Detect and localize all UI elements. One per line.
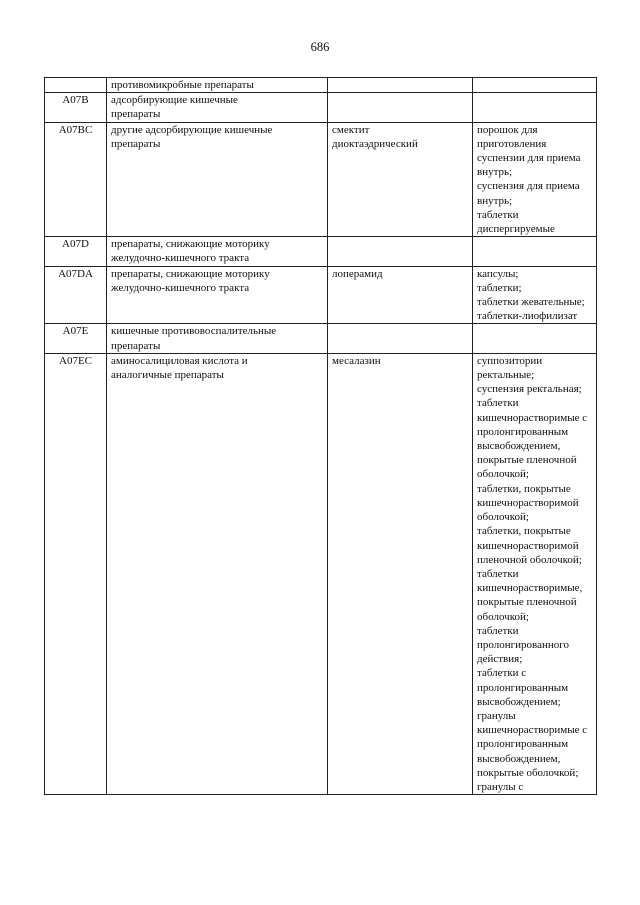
page-number: 686 <box>310 40 330 54</box>
group-name-cell <box>107 122 328 237</box>
atc-code-cell: A07EC <box>45 353 107 794</box>
dosage-form-line: суспензия для приема <box>477 180 580 193</box>
table-row <box>45 237 597 266</box>
group-name-line: аминосалициловая кислота и <box>111 354 248 367</box>
substance-cell <box>328 237 473 266</box>
table-row <box>45 93 597 122</box>
group-name-line: препараты, снижающие моторику <box>111 238 270 251</box>
group-name-line: кишечные противовоспалительные <box>111 325 277 338</box>
dosage-form-line: таблетки <box>477 624 519 637</box>
dosage-form-line: покрытые пленочной <box>477 596 577 609</box>
dosage-forms-cell <box>473 122 597 237</box>
substance-cell <box>328 93 473 122</box>
dosage-form-line: суспензия ректальная; <box>477 383 582 396</box>
dosage-form-line: действия; <box>477 653 523 666</box>
group-name-line: желудочно-кишечного тракта <box>111 252 250 265</box>
dosage-forms-cell <box>473 353 597 794</box>
dosage-forms-cell <box>473 324 597 353</box>
dosage-form-line: таблетки жевательные; <box>477 296 585 309</box>
substance-cell <box>328 353 473 794</box>
atc-code-cell: A07B <box>45 93 107 122</box>
substance-line: смектит <box>332 123 370 136</box>
group-name-cell <box>107 266 328 324</box>
dosage-forms-cell <box>473 237 597 266</box>
atc-code-cell: A07DA <box>45 266 107 324</box>
group-name-line: другие адсорбирующие кишечные <box>111 123 273 136</box>
dosage-form-line: кишечнорастворимой <box>477 539 579 552</box>
dosage-form-line: высвобождением, <box>477 752 561 765</box>
dosage-form-line: таблетки-лиофилизат <box>477 310 578 323</box>
dosage-form-line: приготовления <box>477 137 547 150</box>
substance-cell <box>328 122 473 237</box>
table-row <box>45 122 597 237</box>
substance-line: месалазин <box>332 354 381 367</box>
group-name-line: препараты <box>111 108 161 121</box>
table-row <box>45 78 597 93</box>
atc-code-cell: A07BC <box>45 122 107 237</box>
dosage-form-line: пленочной оболочкой; <box>477 553 582 566</box>
atc-code-cell: A07E <box>45 324 107 353</box>
group-name-line: адсорбирующие кишечные <box>111 94 238 107</box>
substance-cell <box>328 324 473 353</box>
group-name-line: препараты <box>111 339 161 352</box>
dosage-form-line: высвобождением; <box>477 695 561 708</box>
atc-code-cell <box>45 78 107 93</box>
dosage-form-line: высвобождением, <box>477 440 561 453</box>
dosage-forms-cell <box>473 266 597 324</box>
dosage-form-line: покрытые оболочкой; <box>477 766 579 779</box>
dosage-form-line: таблетки с <box>477 667 527 680</box>
group-name-line: препараты <box>111 137 161 150</box>
group-name-line: препараты, снижающие моторику <box>111 267 270 280</box>
dosage-form-line: суппозитории <box>477 354 543 367</box>
group-name-cell <box>107 237 328 266</box>
dosage-form-line: диспергируемые <box>477 223 555 236</box>
table-row <box>45 266 597 324</box>
medicines-table <box>44 77 597 795</box>
dosage-form-line: пролонгированным <box>477 738 569 751</box>
dosage-form-line: оболочкой; <box>477 511 529 524</box>
dosage-form-line: кишечнорастворимой <box>477 496 579 509</box>
dosage-form-line: оболочкой; <box>477 468 529 481</box>
dosage-form-line: таблетки, покрытые <box>477 482 571 495</box>
dosage-form-line: гранулы с <box>477 780 524 793</box>
dosage-form-line: кишечнорастворимые с <box>477 724 588 737</box>
dosage-form-line: оболочкой; <box>477 610 529 623</box>
group-name-cell <box>107 78 328 93</box>
group-name-cell <box>107 324 328 353</box>
dosage-form-line: таблетки <box>477 567 519 580</box>
dosage-form-line: порошок для <box>477 123 538 136</box>
atc-code-cell: A07D <box>45 237 107 266</box>
dosage-forms-cell <box>473 78 597 93</box>
table-row <box>45 324 597 353</box>
dosage-form-line: гранулы <box>477 709 516 722</box>
dosage-form-line: внутрь; <box>477 166 513 179</box>
dosage-forms-cell <box>473 93 597 122</box>
group-name-line: аналогичные препараты <box>111 369 224 382</box>
substance-cell <box>328 266 473 324</box>
dosage-form-line: таблетки; <box>477 281 522 294</box>
group-name-cell <box>107 93 328 122</box>
dosage-form-line: кишечнорастворимые с <box>477 411 588 424</box>
dosage-form-line: покрытые пленочной <box>477 454 577 467</box>
group-name-cell <box>107 353 328 794</box>
dosage-form-line: пролонгированным <box>477 681 569 694</box>
dosage-form-line: ректальные; <box>477 369 535 382</box>
group-name-line: желудочно-кишечного тракта <box>111 281 250 294</box>
dosage-form-line: суспензии для приема <box>477 152 581 165</box>
dosage-form-line: капсулы; <box>477 267 519 280</box>
dosage-form-line: пролонгированного <box>477 638 569 651</box>
substance-line: диоктаэдрический <box>332 137 418 150</box>
dosage-form-line: таблетки <box>477 208 519 221</box>
table-row <box>45 353 597 794</box>
dosage-form-line: пролонгированным <box>477 425 569 438</box>
group-name-line: противомикробные препараты <box>111 79 254 91</box>
dosage-form-line: внутрь; <box>477 194 513 207</box>
substance-line: лоперамид <box>332 267 383 280</box>
dosage-form-line: таблетки, покрытые <box>477 525 571 538</box>
dosage-form-line: таблетки <box>477 397 519 410</box>
dosage-form-line: кишечнорастворимые, <box>477 582 583 595</box>
substance-cell <box>328 78 473 93</box>
